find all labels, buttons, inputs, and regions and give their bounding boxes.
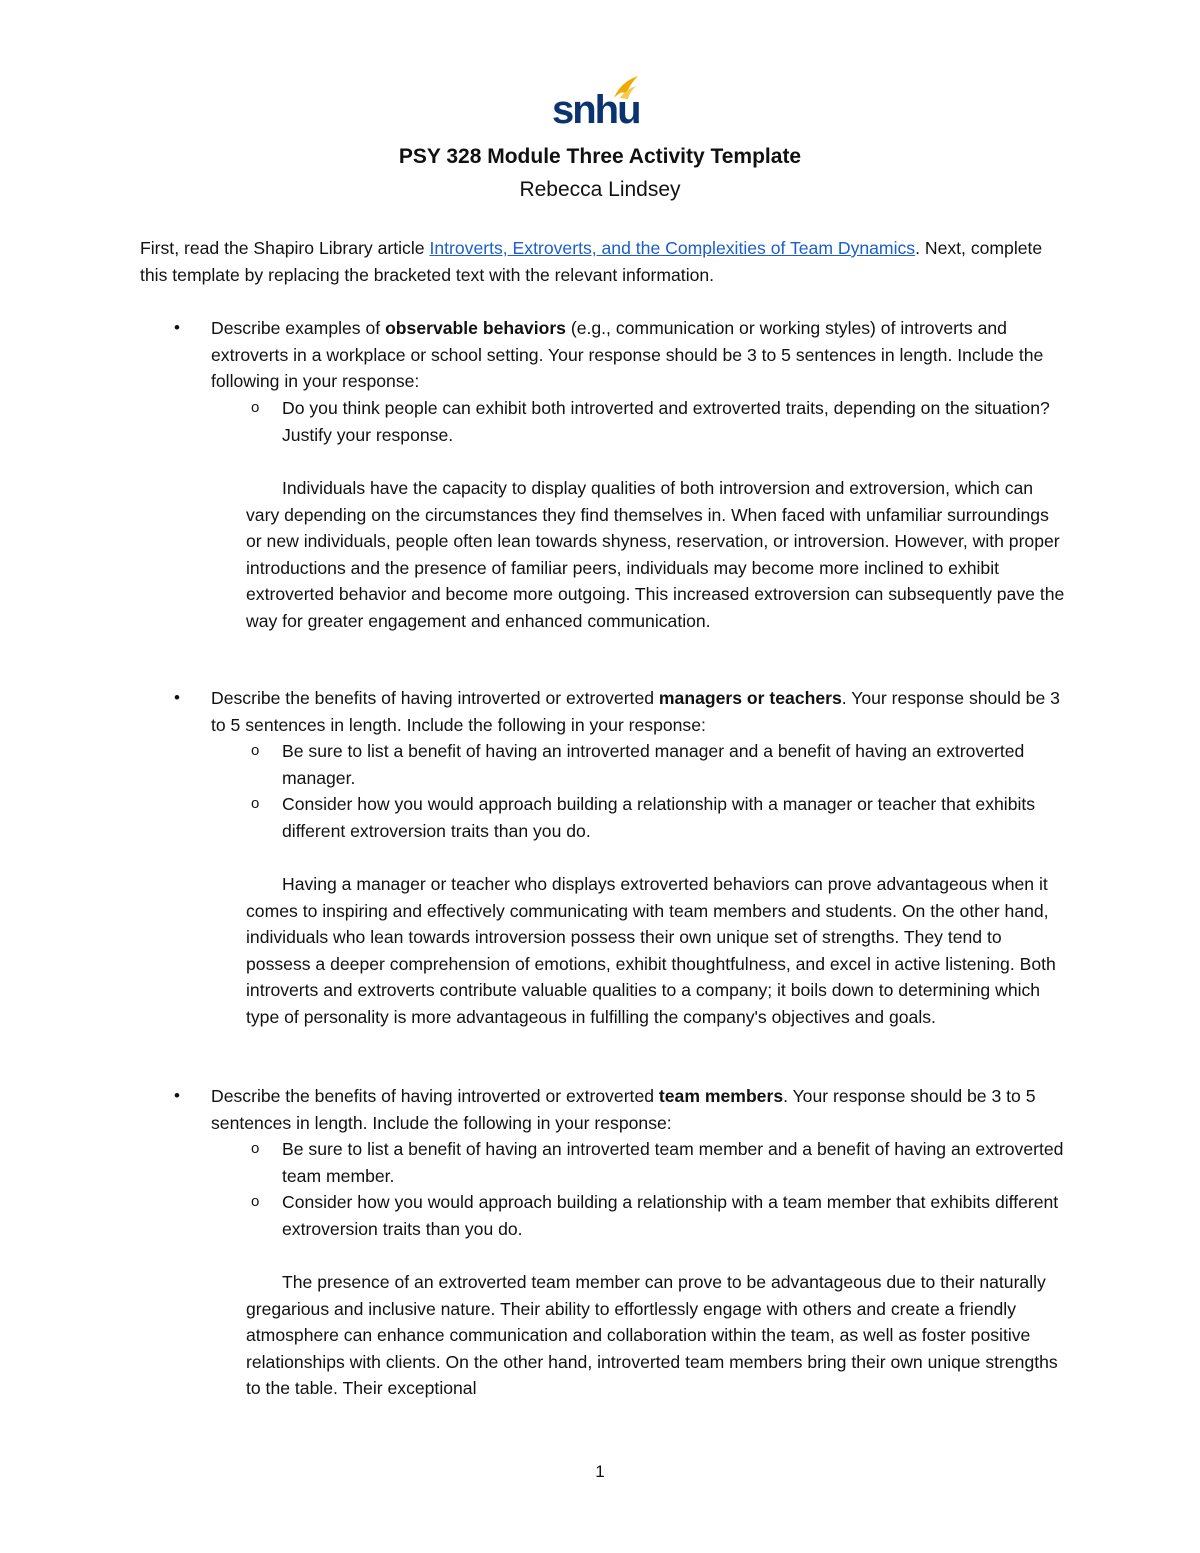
prompt-text: Describe examples of xyxy=(211,318,386,338)
prompt-text: Describe the benefits of having introverted or extroverted xyxy=(211,688,659,708)
section-prompt xyxy=(211,1083,1071,1136)
response-paragraph: Having a manager or teacher who displays extroverted behaviors can prove advantageous when it comes to inspiring and effectively communicating with team members and students. On the other hand, individuals who lean towards introversion possess their own unique set of strengths. They tend to possess a deeper comprehension of emotions, exhibit thoughtfulness, and excel in active listening. Both introverts and extroverts contribute valuable qualities to a company; it boils down to determining which type of personality is more advantageous in fulfilling the company's objectives and goals. xyxy=(246,874,1056,1027)
sub-bullet-mark: o xyxy=(251,795,260,812)
prompt-emphasis: team members xyxy=(658,1086,784,1106)
sub-bullet-mark: o xyxy=(251,1193,260,1210)
section-prompt xyxy=(211,315,1071,395)
intro-paragraph xyxy=(140,235,1070,288)
sub-bullet-mark: o xyxy=(251,742,260,759)
sub-bullet-mark: o xyxy=(251,399,260,416)
sub-bullet-mark: o xyxy=(251,1140,260,1157)
sub-item-text: Consider how you would approach building a relationship with a team member that exhibits different extroversion traits than you do. xyxy=(282,1192,1059,1239)
prompt-text: (e.g., communication or working styles) of introverts and extroverts in a workplace or school setting. Your response should be 3 to 5 sentences in length. Include the following in your response: xyxy=(211,318,1044,391)
section-prompt xyxy=(211,685,1071,738)
bullet-mark: • xyxy=(174,688,180,707)
page-number: 1 xyxy=(595,1462,605,1481)
prompt-text: Describe the benefits of having introverted or extroverted xyxy=(211,1086,659,1106)
response-paragraph: The presence of an extroverted team member can prove to be advantageous due to their naturally gregarious and inclusive nature. Their ability to effortlessly engage with others and create a friendly atmosphere can enhance communication and collaboration within the team, as well as foster positive relationships with clients. On the other hand, introverted team members bring their own unique strengths to the table. Their exceptional xyxy=(246,1272,1058,1398)
bullet-mark: • xyxy=(174,1086,180,1105)
response-paragraph: Individuals have the capacity to display qualities of both introversion and extroversion, which can vary depending on the circumstances they find themselves in. When faced with unfamiliar surroundings or new individuals, people often lean towards shyness, reservation, or introversion. However, with proper introductions and the presence of familiar peers, individuals may become more inclined to exhibit extroverted behavior and become more outgoing. This increased extroversion can subsequently pave the way for greater engagement and enhanced communication. xyxy=(246,478,1065,631)
document-title: PSY 328 Module Three Activity Template xyxy=(398,145,802,168)
intro-text-start: First, read the Shapiro Library article xyxy=(140,238,430,258)
logo-text: snhu xyxy=(552,88,640,132)
intro-text-end: . Next, complete this template by replacing the bracketed text with the relevant information. xyxy=(140,238,1043,285)
sub-item-text: Consider how you would approach building a relationship with a manager or teacher that exhibits different extroversion traits than you do. xyxy=(282,794,1036,841)
prompt-emphasis: observable behaviors xyxy=(385,318,566,338)
prompt-text: . Your response should be 3 to 5 sentences in length. Include the following in your response: xyxy=(211,688,1060,735)
article-link[interactable]: Introverts, Extroverts, and the Complexities of Team Dynamics xyxy=(429,238,916,258)
student-name: Rebecca Lindsey xyxy=(519,178,681,201)
prompt-text: . Your response should be 3 to 5 sentences in length. Include the following in your response: xyxy=(211,1086,1036,1133)
bullet-mark: • xyxy=(174,318,180,337)
snhu-logo xyxy=(552,74,642,134)
sub-item-text: Be sure to list a benefit of having an introverted manager and a benefit of having an extroverted manager. xyxy=(282,741,1025,788)
sub-item-text: Be sure to list a benefit of having an introverted team member and a benefit of having an extroverted team member. xyxy=(282,1139,1064,1186)
prompt-emphasis: managers or teachers xyxy=(658,688,842,708)
sub-item-text: Do you think people can exhibit both introverted and extroverted traits, depending on the situation? Justify your response. xyxy=(282,398,1050,445)
